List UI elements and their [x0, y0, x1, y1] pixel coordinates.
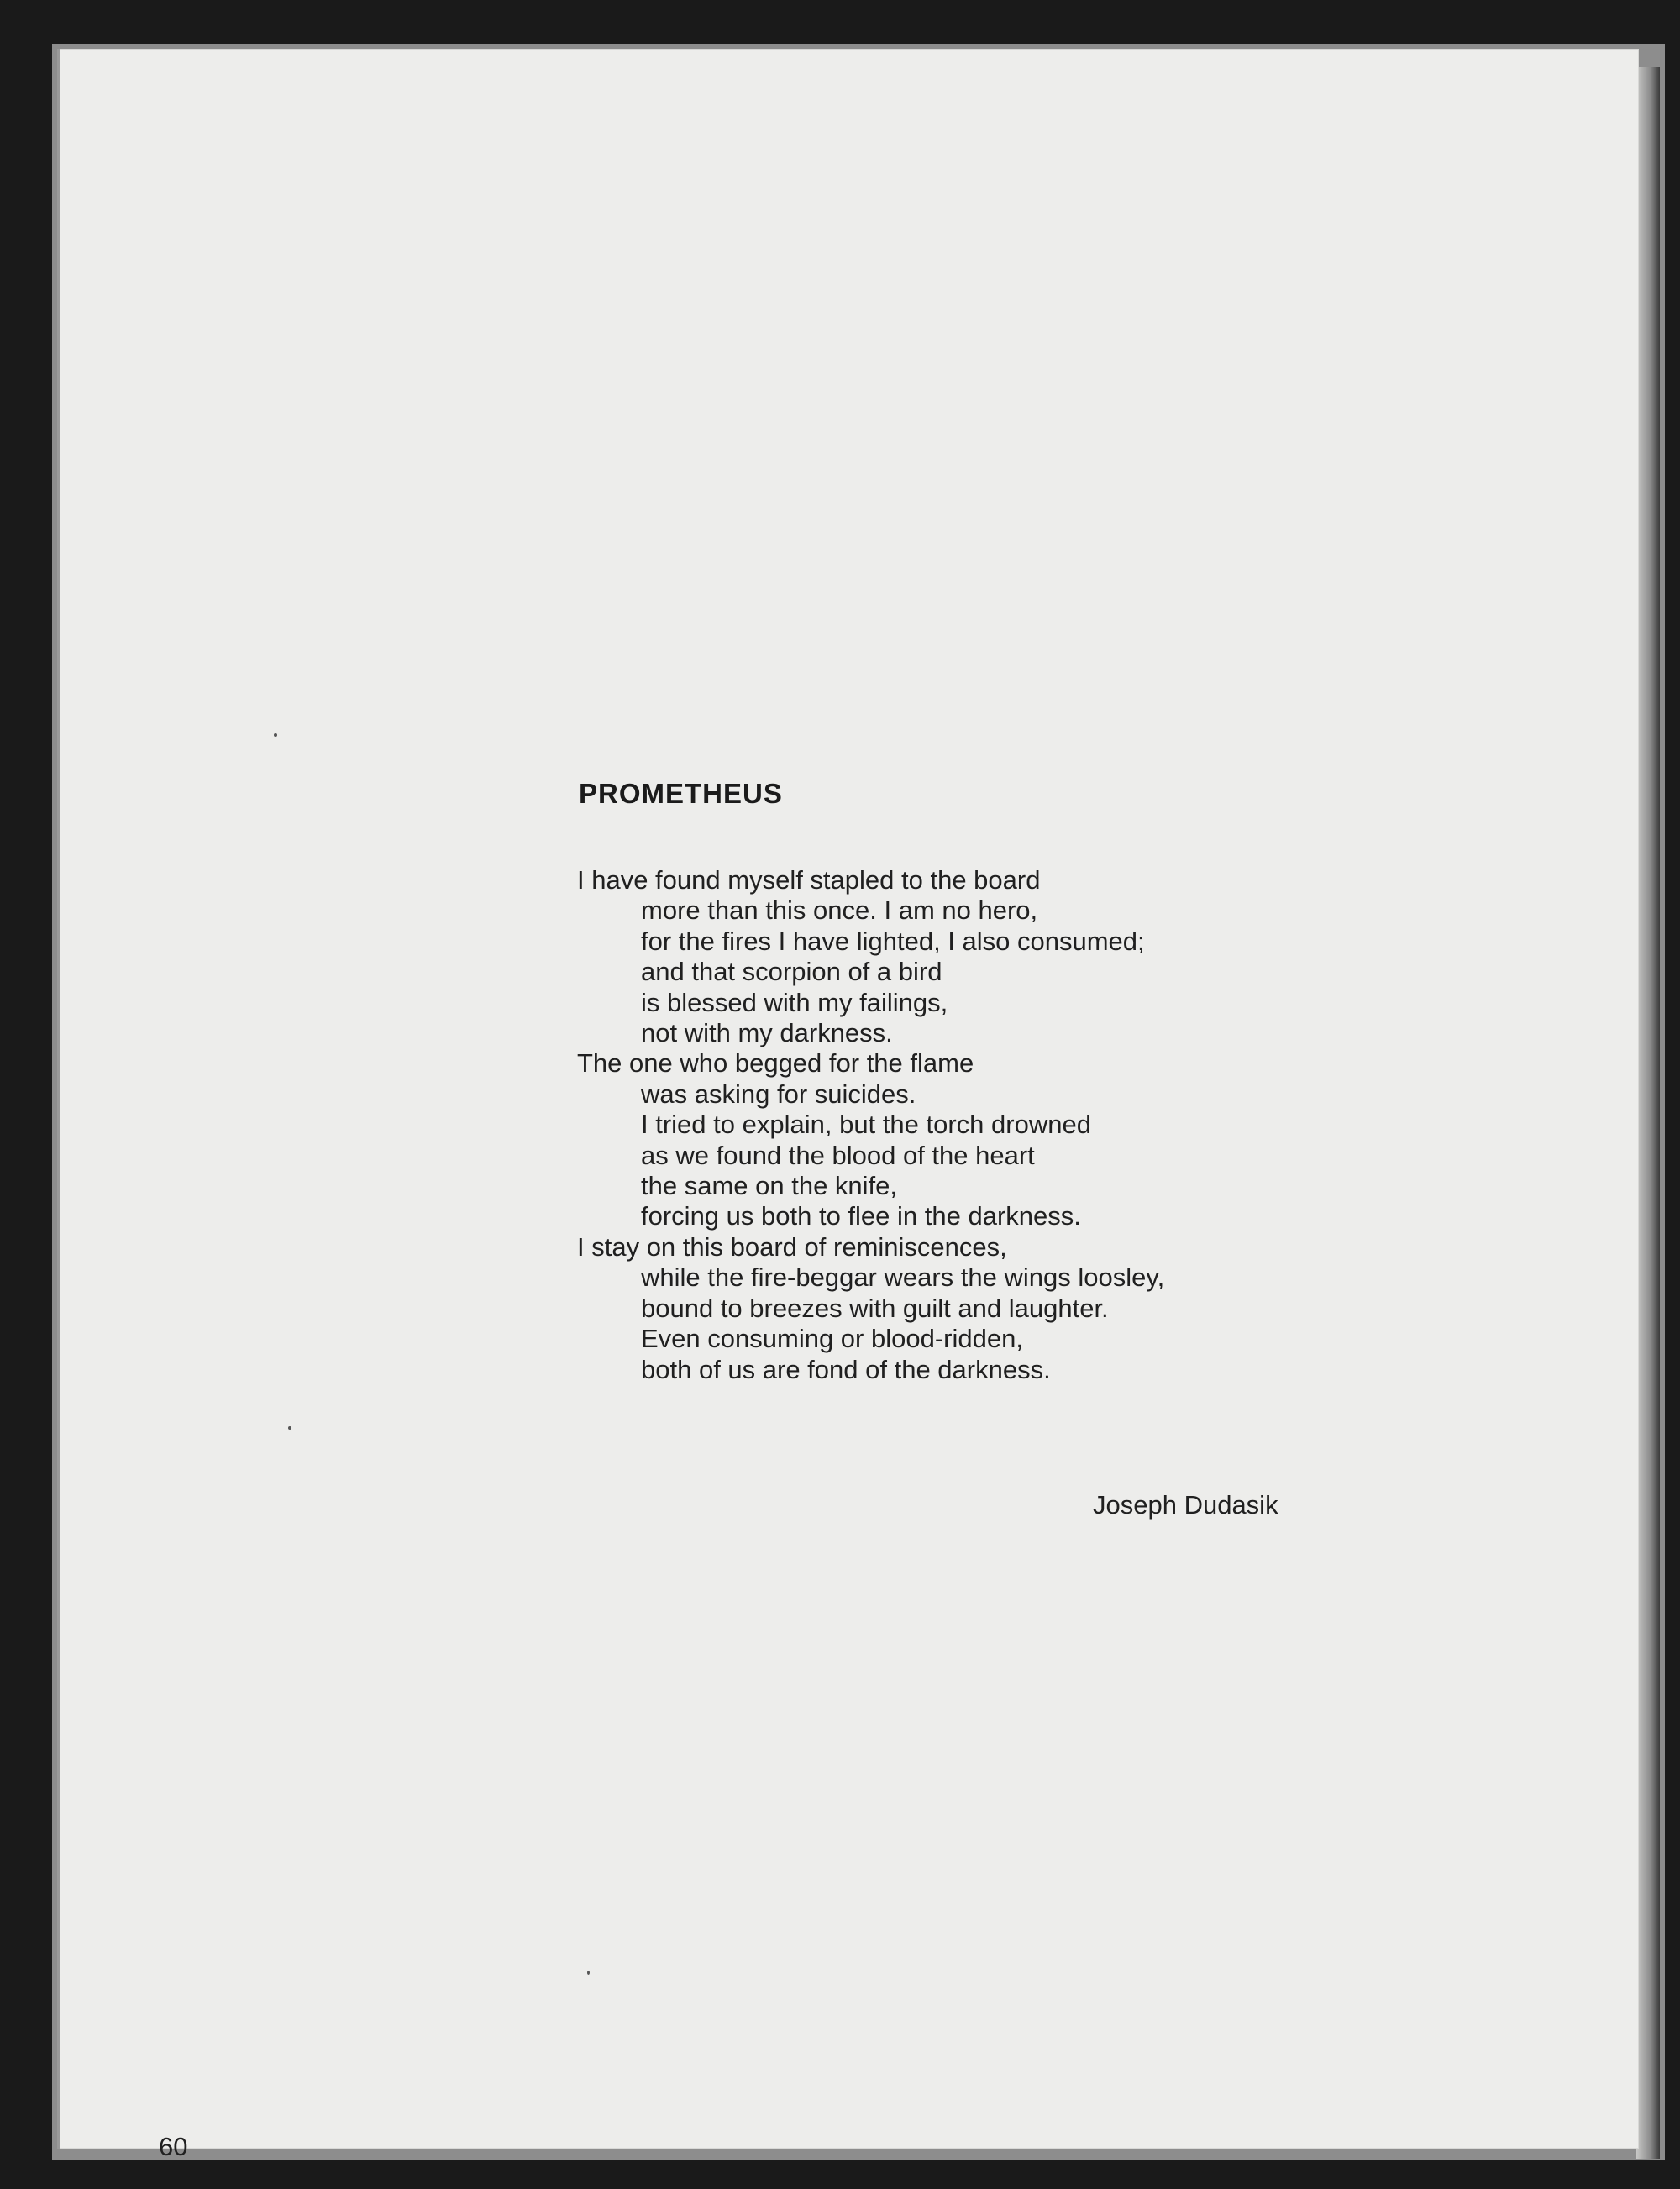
- poem-line: bound to breezes with guilt and laughter.: [641, 1293, 1109, 1323]
- page-edge: [1636, 67, 1660, 2159]
- poem-title: PROMETHEUS: [579, 778, 783, 809]
- poem-line: while the fire-beggar wears the wings loosley,: [641, 1262, 1165, 1293]
- paper-speck: [274, 733, 277, 737]
- poem-line: and that scorpion of a bird: [641, 957, 942, 987]
- poem-line: the same on the knife,: [641, 1171, 898, 1201]
- page-number: 60: [159, 2132, 188, 2161]
- poem-line: was asking for suicides.: [641, 1079, 916, 1109]
- poem-line: I tried to explain, but the torch drowned: [641, 1110, 1091, 1140]
- poem-line: The one who begged for the flame: [577, 1048, 974, 1079]
- poem-line: for the fires I have lighted, I also consumed;: [641, 926, 1145, 956]
- book-page: [57, 49, 1639, 2161]
- poem-line: as we found the blood of the heart: [641, 1140, 1035, 1170]
- poem-line: both of us are fond of the darkness.: [641, 1354, 1051, 1384]
- poem-line: not with my darkness.: [641, 1018, 893, 1048]
- poem-line: I have found myself stapled to the board: [577, 865, 1041, 895]
- poem-body: [577, 865, 1164, 1385]
- poem-line: more than this once. I am no hero,: [641, 895, 1038, 926]
- paper-speck: [587, 1971, 590, 1975]
- poem-line: Even consuming or blood-ridden,: [641, 1324, 1023, 1354]
- poem-line: forcing us both to flee in the darkness.: [641, 1201, 1081, 1231]
- paper-speck: [288, 1426, 291, 1430]
- poem-line: is blessed with my failings,: [641, 987, 948, 1017]
- poem-line: I stay on this board of reminiscences,: [577, 1231, 1007, 1262]
- poem-author: Joseph Dudasik: [1093, 1490, 1278, 1520]
